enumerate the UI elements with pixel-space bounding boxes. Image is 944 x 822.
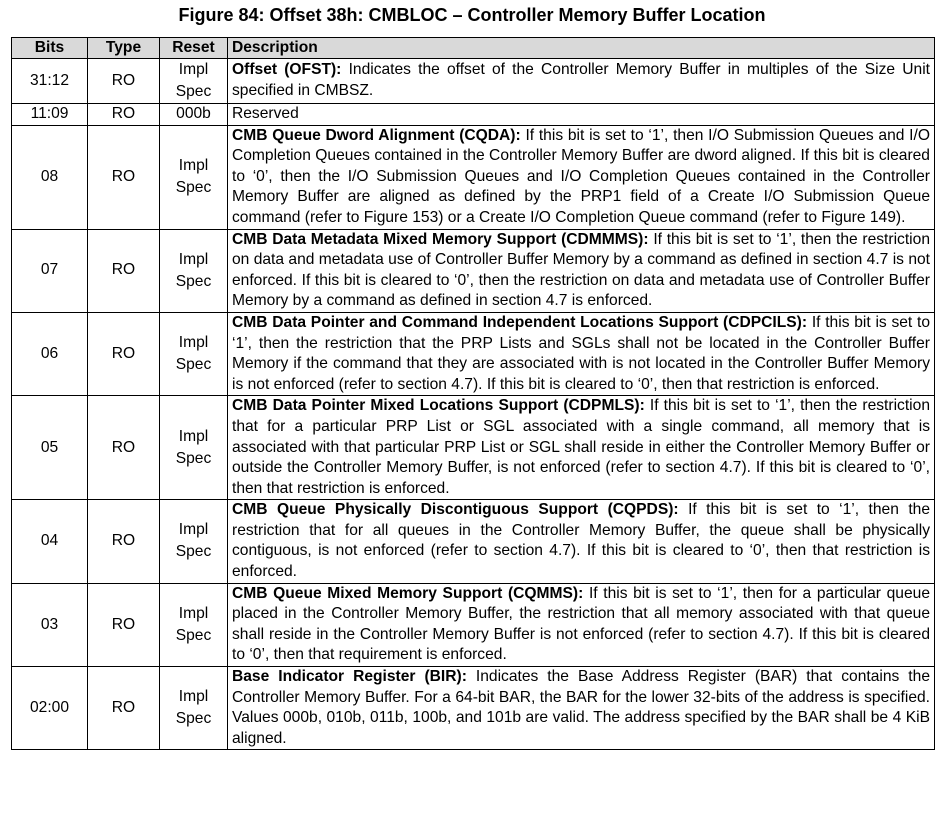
field-name: Offset (OFST): xyxy=(232,61,342,79)
field-text: Indicates the Base Address Register (BAR) that contains the Controller Memory Buffer. For a 64-bit BAR, the BAR for the lower 32-bits of the address is specified. Values 000b, 010b, 011b, 100b, and 101b are valid. The address specified by the BAR shall be 4 KiB aligned. xyxy=(232,668,930,747)
figure-title: Figure 84: Offset 38h: CMBLOC – Controller Memory Buffer Location xyxy=(178,5,766,25)
reset-cell: Impl Spec xyxy=(160,229,228,312)
reset-cell: Impl Spec xyxy=(160,59,228,104)
bits-cell: 04 xyxy=(12,500,88,583)
table-row xyxy=(12,583,935,666)
type-cell: RO xyxy=(88,229,160,312)
header-type: Type xyxy=(88,38,160,59)
field-text: If this bit is set to ‘1’, then for a particular queue placed in the Controller Memory Buffer, the restriction that all memory associated with that queue shall reside in the Controller Memory Buffer is not enforced (refer to section 4.7). If this bit is cleared to ‘0’, then that requirement is enforced. xyxy=(232,584,930,664)
table-row xyxy=(12,396,935,500)
table-row xyxy=(12,104,935,126)
reset-cell: Impl Spec xyxy=(160,667,228,750)
bits-cell: 31:12 xyxy=(12,59,88,104)
field-text: Reserved xyxy=(232,105,299,122)
bits-cell: 07 xyxy=(12,229,88,312)
field-text: If this bit is set to ‘1’, then the restriction that the PRP Lists and SGLs shall not be located in the Controller Buffer Memory if the command that they are associated with is not located in the Controller Buffer Memory is not enforced (refer to section 4.7). If this bit is cleared to ‘0’, then that restriction is enforced. xyxy=(232,313,930,393)
type-cell: RO xyxy=(88,667,160,750)
description-cell xyxy=(228,104,935,126)
table-row xyxy=(12,312,935,395)
bits-cell: 08 xyxy=(12,125,88,229)
type-cell: RO xyxy=(88,125,160,229)
field-name: CMB Queue Mixed Memory Support (CQMMS): xyxy=(232,584,584,602)
type-cell: RO xyxy=(88,396,160,500)
bits-cell: 11:09 xyxy=(12,104,88,126)
header-description: Description xyxy=(228,38,935,59)
table-row xyxy=(12,125,935,229)
table-row xyxy=(12,500,935,583)
type-cell: RO xyxy=(88,312,160,395)
description-cell xyxy=(228,125,935,229)
field-name: CMB Data Pointer Mixed Locations Support (CDPMLS): xyxy=(232,397,645,415)
description-cell xyxy=(228,667,935,750)
reset-cell: Impl Spec xyxy=(160,125,228,229)
field-name: Base Indicator Register (BIR): xyxy=(232,668,467,686)
field-text: If this bit is set to ‘1’, then I/O Submission Queues and I/O Completion Queues contained in the Controller Memory Buffer are dword aligned. If this bit is cleared to ‘0’, then the I/O Submission Queues and I/O Completion Queues contained in the Controller Memory Buffer are aligned as defined by the PRP1 field of a Create I/O Submission Queue command (refer to Figure 153) or a Create I/O Completion Queue command (refer to Figure 149). xyxy=(232,126,930,226)
type-cell: RO xyxy=(88,59,160,104)
description-cell xyxy=(228,59,935,104)
reset-cell: Impl Spec xyxy=(160,396,228,500)
bits-cell: 06 xyxy=(12,312,88,395)
field-text: If this bit is set to ‘1’, then the restriction that for a particular PRP List or SGL associated with a single command, all memory that is associated with that particular PRP List or SGL shall reside in either the Controller Memory Buffer or outside the Controller Memory Buffer, is not enforced (refer to section 4.7). If this bit is cleared to ‘0’, then that restriction is enforced. xyxy=(232,397,930,497)
field-name: CMB Data Pointer and Command Independent Locations Support (CDPCILS): xyxy=(232,313,808,331)
reset-cell: Impl Spec xyxy=(160,500,228,583)
description-cell xyxy=(228,229,935,312)
bits-cell: 05 xyxy=(12,396,88,500)
bits-cell: 03 xyxy=(12,583,88,666)
table-row xyxy=(12,667,935,750)
type-cell: RO xyxy=(88,500,160,583)
reset-cell: Impl Spec xyxy=(160,583,228,666)
type-cell: RO xyxy=(88,583,160,666)
field-name: CMB Data Metadata Mixed Memory Support (CDMMMS): xyxy=(232,230,649,248)
register-table xyxy=(11,37,935,750)
bits-cell: 02:00 xyxy=(12,667,88,750)
description-cell xyxy=(228,312,935,395)
description-cell xyxy=(228,500,935,583)
type-cell: RO xyxy=(88,104,160,126)
field-text: If this bit is set to ‘1’, then the restriction that for all queues in the Controller Memory Buffer, the queue shall be physically contiguous, is not enforced (refer to section 4.7). If this bit is cleared to ‘0’, then that restriction is enforced. xyxy=(232,501,931,581)
description-cell xyxy=(228,396,935,500)
table-row xyxy=(12,229,935,312)
header-bits: Bits xyxy=(12,38,88,59)
field-name: CMB Queue Physically Discontiguous Support (CQPDS): xyxy=(232,501,679,519)
field-text: If this bit is set to ‘1’, then the restriction on data and metadata use of Controller Buffer Memory by a command as defined in section 4.7 is not enforced. If this bit is cleared to ‘0’, then the restriction on data and metadata use of Controller Buffer Memory by a command as defined in section 4.7 is enforced. xyxy=(232,230,930,310)
header-reset: Reset xyxy=(160,38,228,59)
table-header-row xyxy=(12,38,935,59)
description-cell xyxy=(228,583,935,666)
field-text: Indicates the offset of the Controller Memory Buffer in multiples of the Size Unit specified in CMBSZ. xyxy=(232,61,930,99)
reset-cell: Impl Spec xyxy=(160,312,228,395)
reset-cell: 000b xyxy=(160,104,228,126)
table-row xyxy=(12,59,935,104)
field-name: CMB Queue Dword Alignment (CQDA): xyxy=(232,126,521,144)
